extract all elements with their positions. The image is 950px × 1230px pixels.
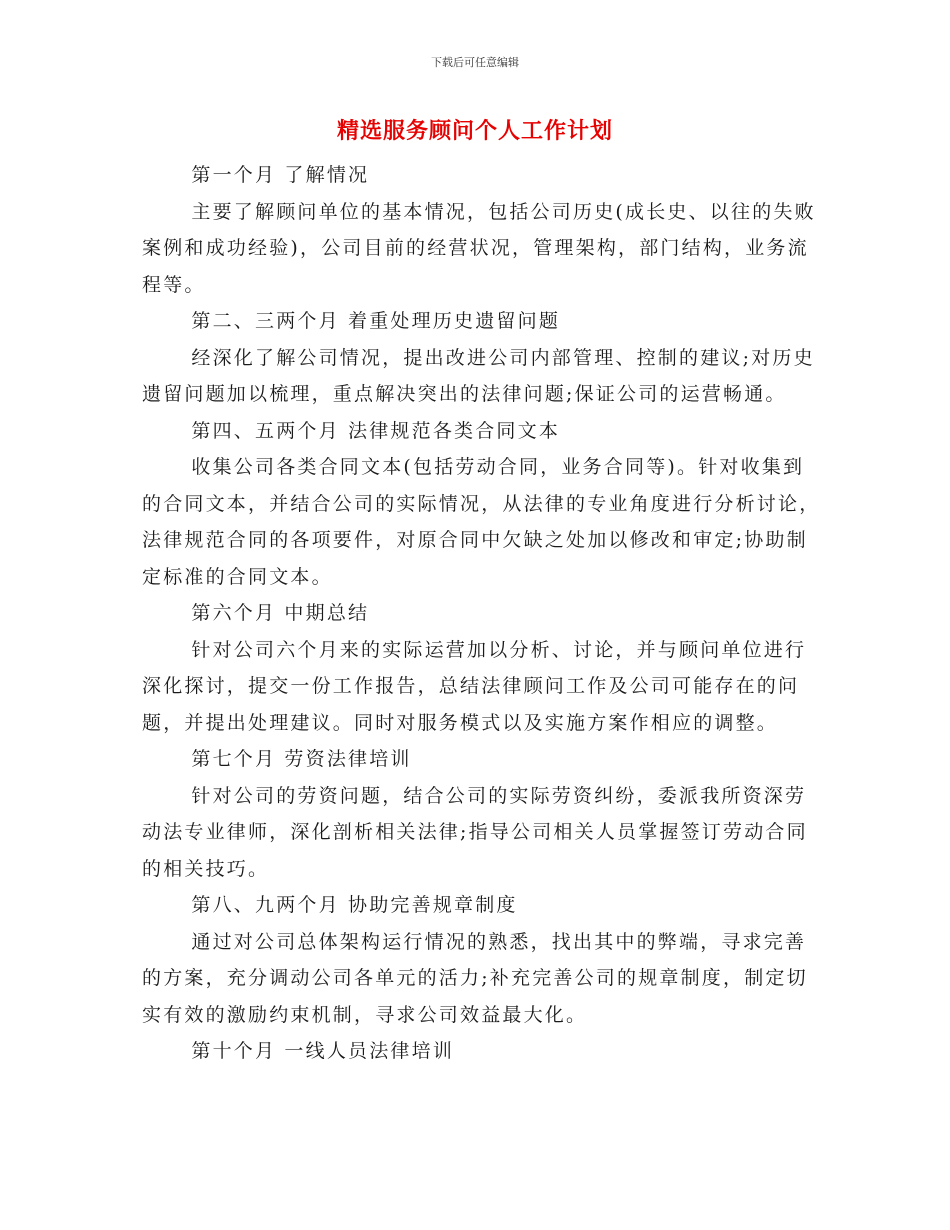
- paragraph-month-10-heading: 第十个月 一线人员法律培训: [191, 1040, 455, 1062]
- document-body: [142, 157, 822, 1070]
- paragraph-month-4-5-heading: 第四、五两个月 法律规范各类合同文本: [191, 419, 561, 442]
- paragraph-month-8-9-body: 通过对公司总体架构运行情况的熟悉，找出其中的弊端，寻求完善的方案，充分调动公司各单元的活力;补充完善公司的规章制度，制定切实有效的激励约束机制，寻求公司效益最大化。: [142, 930, 808, 1026]
- paragraph-month-6-heading: 第六个月 中期总结: [191, 602, 370, 624]
- paragraph-month-7-body: 针对公司的劳资问题，结合公司的实际劳资纠纷，委派我所资深劳动法专业律师，深化剖析相关法律;指导公司相关人员掌握签订劳动合同的相关技巧。: [142, 784, 808, 880]
- document-title: 精选服务顾问个人工作计划: [336, 119, 613, 144]
- paragraph-month-1-body: 主要了解顾问单位的基本情况，包括公司历史(成长史、以往的失败案例和成功经验)，公司目前的经营状况，管理架构，部门结构，业务流程等。: [142, 200, 816, 296]
- header-note: 下载后可任意编辑: [431, 56, 519, 69]
- paragraph-month-7-heading: 第七个月 劳资法律培训: [191, 748, 412, 770]
- paragraph-month-2-3-body: 经深化了解公司情况，提出改进公司内部管理、控制的建议;对历史遗留问题加以梳理，重点解决突出的法律问题;保证公司的运营畅通。: [142, 346, 815, 405]
- paragraph-month-6-body: 针对公司六个月来的实际运营加以分析、讨论，并与顾问单位进行深化探讨，提交一份工作报告，总结法律顾问工作及公司可能存在的问题，并提出处理建议。同时对服务模式以及实施方案作相应的调整。: [142, 638, 807, 734]
- paragraph-month-2-3-heading: 第二、三两个月 着重处理历史遗留问题: [191, 310, 561, 332]
- paragraph-month-8-9-heading: 第八、九两个月 协助完善规章制度: [191, 894, 518, 916]
- paragraph-month-4-5-body: 收集公司各类合同文本(包括劳动合同，业务合同等)。针对收集到的合同文本，并结合公司的实际情况，从法律的专业角度进行分析讨论，法律规范合同的各项要件，对原合同中欠缺之处加以修改和审定;协助制定标准的合同文本。: [142, 456, 821, 588]
- paragraph-month-1-heading: 第一个月 了解情况: [191, 164, 370, 186]
